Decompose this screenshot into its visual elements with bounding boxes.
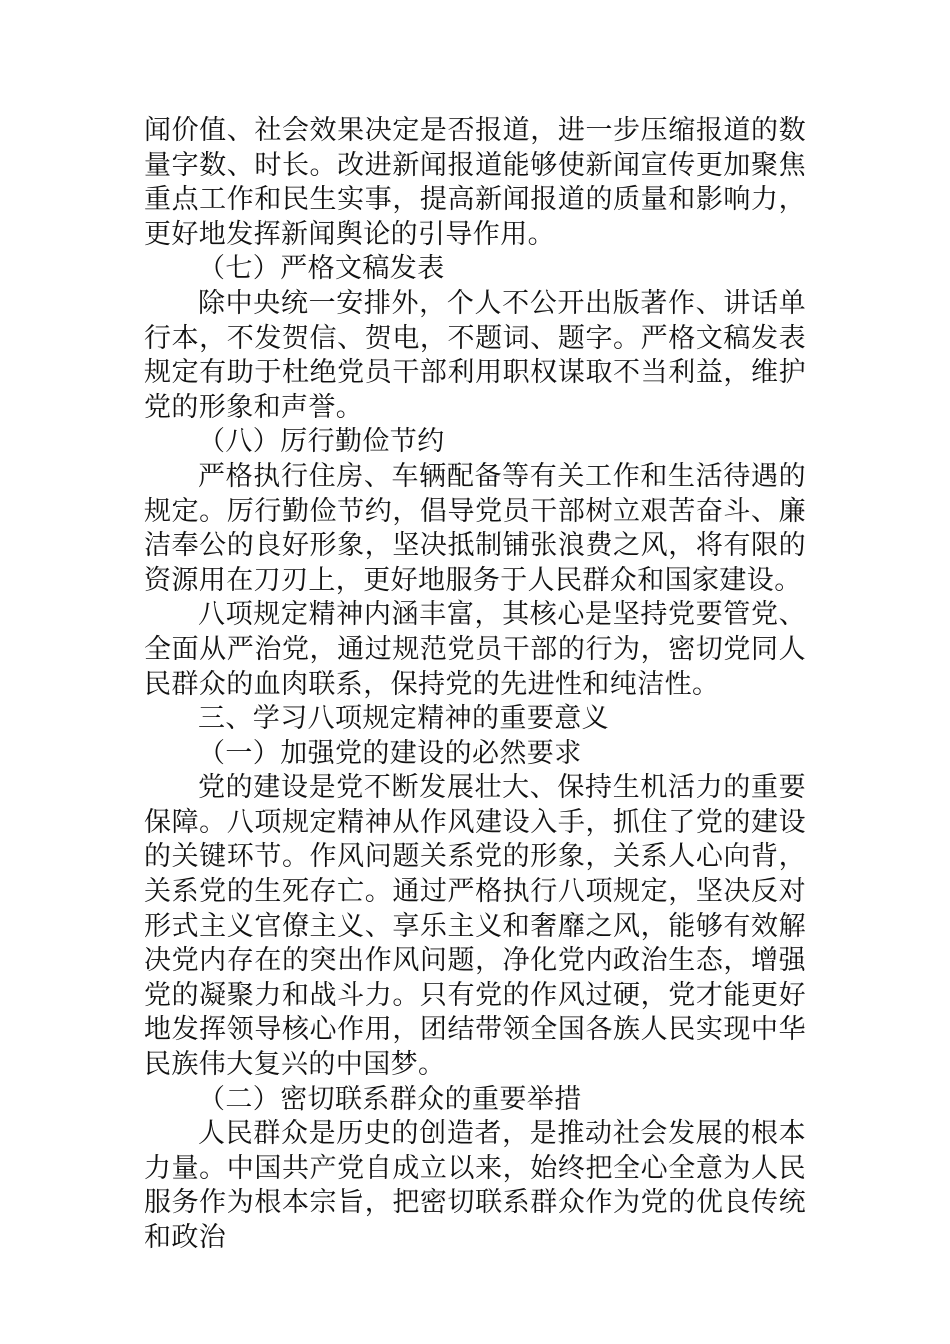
section-subheading-8: （八）厉行勤俭节约 — [198, 426, 445, 458]
section-subheading-2: （二）密切联系群众的重要举措 — [198, 1083, 582, 1115]
paragraph-body: 人民群众是历史的创造者，是推动社会发展的根本力量。中国共产党自成立以来，始终把全心全意为人民服务作为根本宗旨，把密切联系群众作为党的优良传统和政治 — [144, 1118, 806, 1253]
document-body — [144, 114, 806, 1256]
section-subheading-7: （七）严格文稿发表 — [198, 253, 445, 285]
section-heading-3: 三、学习八项规定精神的重要意义 — [198, 703, 609, 735]
section-subheading-1: （一）加强党的建设的必然要求 — [198, 737, 582, 769]
paragraph-body: 严格执行住房、车辆配备等有关工作和生活待遇的规定。厉行勤俭节约，倡导党员干部树立艰苦奋斗、廉洁奉公的良好形象，坚决抵制铺张浪费之风，将有限的资源用在刀刃上，更好地服务于人民群众和国家建设。 — [144, 460, 806, 596]
paragraph-continuation: 闻价值、社会效果决定是否报道，进一步压缩报道的数量字数、时长。改进新闻报道能够使新闻宣传更加聚焦重点工作和民生实事，提高新闻报道的质量和影响力，更好地发挥新闻舆论的引导作用。 — [144, 115, 806, 250]
paragraph-body: 除中央统一安排外，个人不公开出版著作、讲话单行本，不发贺信、贺电，不题词、题字。严格文稿发表规定有助于杜绝党员干部利用职权谋取不当利益，维护党的形象和声誉。 — [144, 287, 806, 423]
paragraph-body: 八项规定精神内涵丰富，其核心是坚持党要管党、全面从严治党，通过规范党员干部的行为，密切党同人民群众的血肉联系，保持党的先进性和纯洁性。 — [144, 599, 806, 700]
paragraph-body: 党的建设是党不断发展壮大、保持生机活力的重要保障。八项规定精神从作风建设入手，抓住了党的建设的关键环节。作风问题关系党的形象，关系人心向背，关系党的生死存亡。通过严格执行八项规定，坚决反对形式主义官僚主义、享乐主义和奢靡之风，能够有效解决党内存在的突出作风问题，净化党内政治生态，增强党的凝聚力和战斗力。只有党的作风过硬，党才能更好地发挥领导核心作用，团结带领全国各族人民实现中华民族伟大复兴的中国梦。 — [144, 772, 806, 1081]
